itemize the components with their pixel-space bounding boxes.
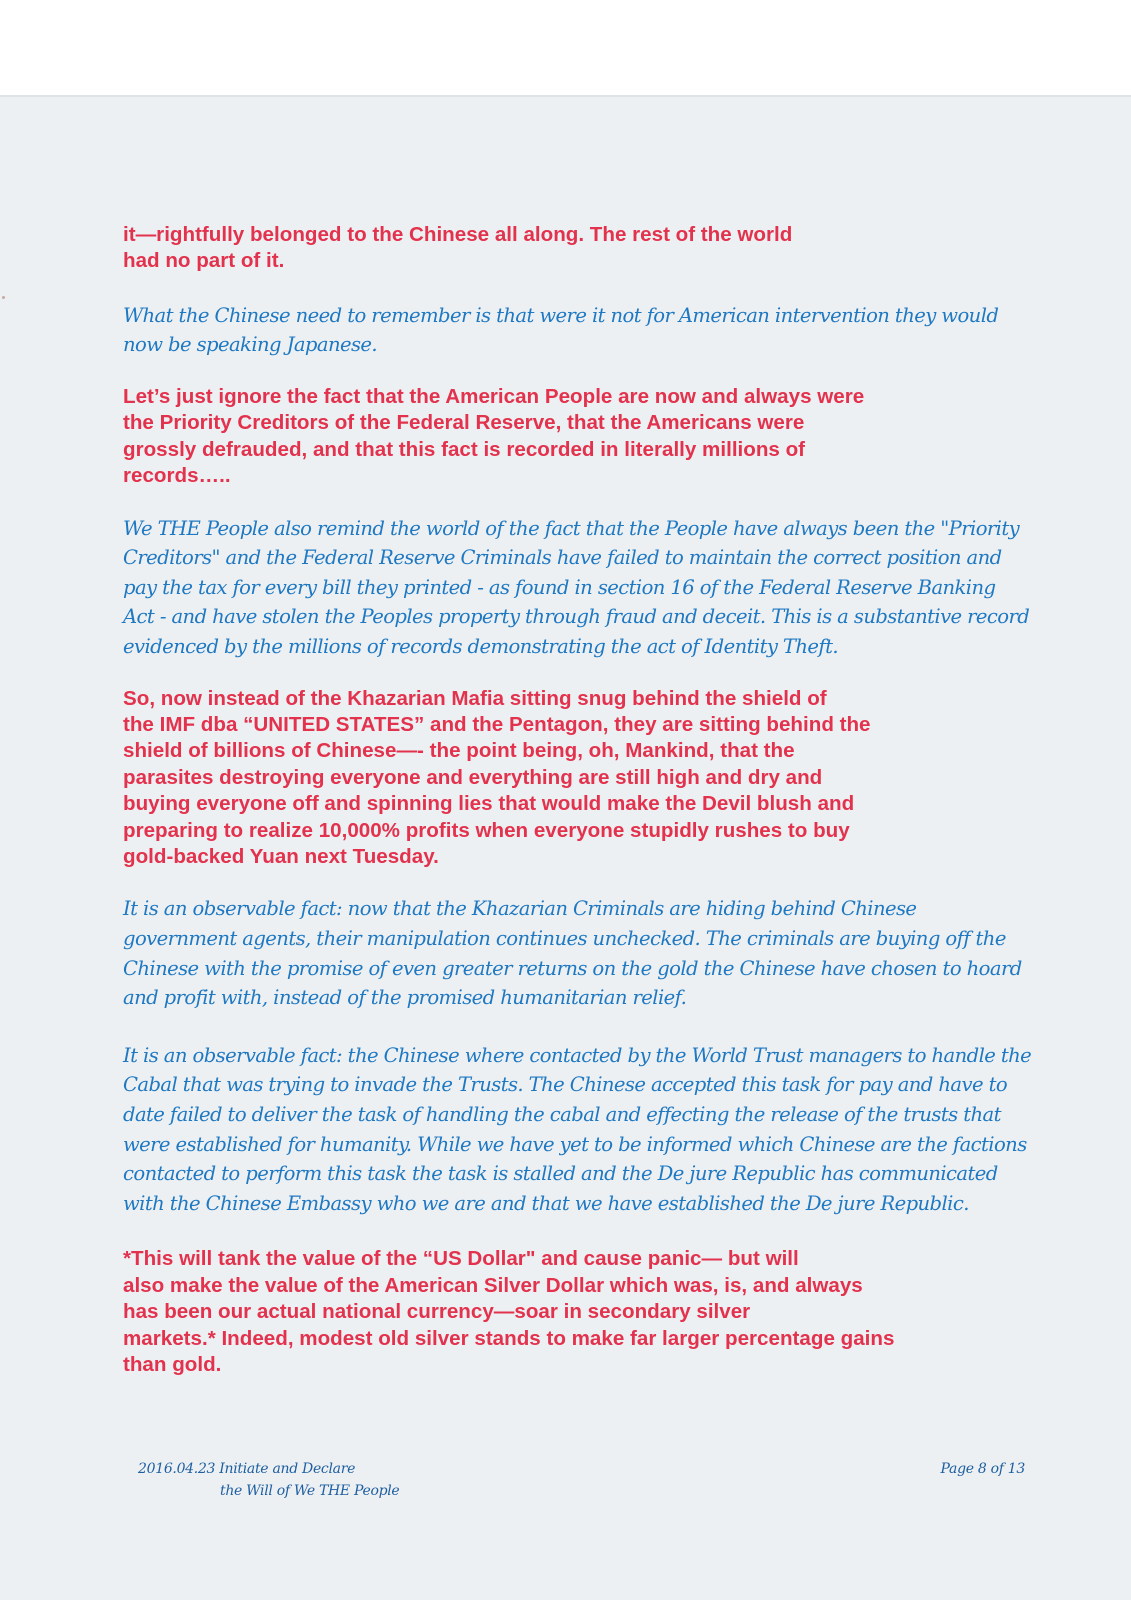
paper-speck <box>2 296 5 299</box>
paragraph-6 <box>123 894 1043 1012</box>
text-line: the Priority Creditors of the Federal Reserve, that the Americans were <box>123 411 805 435</box>
text-line: It is an observable fact: the Chinese where contacted by the World Trust managers to handle the <box>123 1043 1032 1067</box>
paragraph-3 <box>123 384 1043 490</box>
text-line: it—rightfully belonged to the Chinese all along. The rest of the world <box>123 223 793 246</box>
paragraph-1 <box>123 222 1043 275</box>
text-line: It is an observable fact: now that the Khazarian Criminals are hiding behind Chinese <box>123 897 917 921</box>
text-line: buying everyone off and spinning lies that would make the Devil blush and <box>123 792 855 816</box>
paragraph-2 <box>123 301 1043 360</box>
text-line: evidenced by the millions of records demonstrating the act of Identity Theft. <box>123 635 838 658</box>
text-line: *This will tank the value of the “US Dollar" and cause panic— but will <box>123 1247 799 1271</box>
paragraph-7 <box>123 1041 1043 1219</box>
text-line: has been our actual national currency—soar in secondary silver <box>123 1300 751 1324</box>
text-line: grossly defrauded, and that this fact is recorded in literally millions of <box>123 437 806 461</box>
paper-top-edge <box>0 95 1131 97</box>
text-line: now be speaking Japanese. <box>123 333 378 357</box>
text-line: contacted to perform this task the task is stalled and the De jure Republic has communicated <box>123 1162 998 1186</box>
footer-title-line-2: the Will of We THE People <box>220 1483 400 1499</box>
text-line: Let’s just ignore the fact that the American People are now and always were <box>123 385 865 408</box>
text-line: Cabal that was trying to invade the Trusts. The Chinese accepted this task for pay and have to <box>123 1073 1008 1097</box>
text-line: with the Chinese Embassy who we are and that we have established the De jure Republic. <box>123 1191 969 1215</box>
text-line: than gold. <box>123 1353 222 1376</box>
text-line: Creditors" and the Federal Reserve Criminals have failed to maintain the correct position and <box>123 546 1002 570</box>
text-line: gold-backed Yuan next Tuesday. <box>123 845 439 869</box>
page-number: Page 8 of 13 <box>940 1461 1025 1477</box>
text-line: What the Chinese need to remember is that were it not for American intervention they would <box>123 303 999 327</box>
text-line: preparing to realize 10,000% profits when everyone stupidly rushes to buy <box>123 818 850 842</box>
text-line: date failed to deliver the task of handling the cabal and effecting the release of the trusts that <box>123 1103 1001 1126</box>
text-line: had no part of it. <box>123 249 285 273</box>
paragraph-8 <box>123 1246 1043 1378</box>
text-line: So, now instead of the Khazarian Mafia sitting snug behind the shield of <box>123 686 827 710</box>
document-body <box>123 222 1043 1378</box>
footer-document-title <box>138 1458 399 1502</box>
text-line: parasites destroying everyone and everything are still high and dry and <box>123 765 823 789</box>
text-line: We THE People also remind the world of the fact that the People have always been the "Priority <box>123 516 1020 540</box>
text-line: markets.* Indeed, modest old silver stands to make far larger percentage gains <box>123 1326 895 1350</box>
text-line: were established for humanity. While we have yet to be informed which Chinese are the factions <box>123 1132 1027 1156</box>
text-line: government agents, their manipulation continues unchecked. The criminals are buying off the <box>123 927 1006 951</box>
text-line: records….. <box>123 464 231 488</box>
text-line: Act - and have stolen the Peoples property through fraud and deceit. This is a substantive record <box>123 605 1030 629</box>
text-line: the IMF dba “UNITED STATES” and the Pentagon, they are sitting behind the <box>123 713 871 736</box>
text-line: and profit with, instead of the promised humanitarian relief. <box>123 986 687 1010</box>
text-line: pay the tax for every bill they printed - as found in section 16 of the Federal Reserve Banking <box>123 575 996 599</box>
footer-title-line-1: 2016.04.23 Initiate and Declare <box>138 1461 356 1477</box>
text-line: also make the value of the American Silver Dollar which was, is, and always <box>123 1273 863 1297</box>
text-line: Chinese with the promise of even greater returns on the gold the Chinese have chosen to hoard <box>123 956 1022 980</box>
text-line: shield of billions of Chinese—- the point being, oh, Mankind, that the <box>123 739 795 763</box>
paragraph-5 <box>123 686 1043 871</box>
paragraph-4 <box>123 514 1043 662</box>
